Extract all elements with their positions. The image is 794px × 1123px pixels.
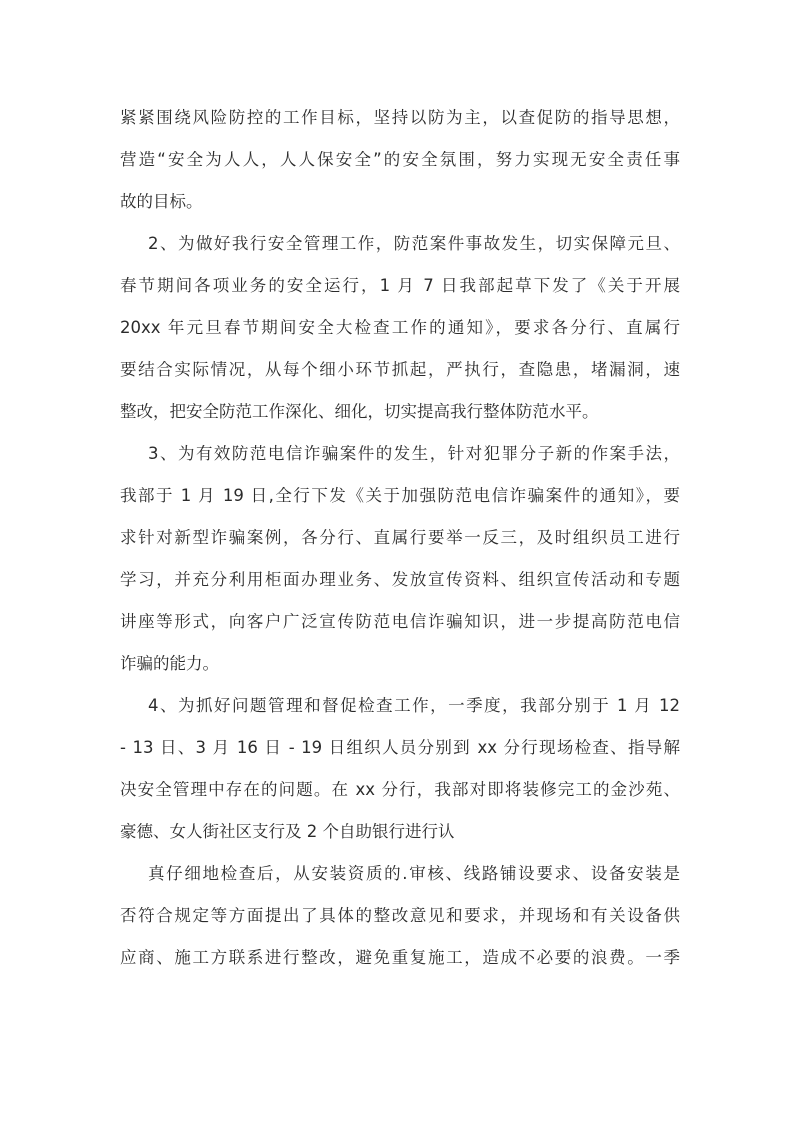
text-line: 营造“安全为人人，人人保安全”的安全氛围，努力实现无安全责任事 xyxy=(120,150,680,169)
text-line: 豪德、女人街社区支行及 2 个自助银行进行认 xyxy=(120,822,455,841)
text-line: 2、为做好我行安全管理工作，防范案件事故发生，切实保障元旦、 xyxy=(148,234,680,253)
text-line: 诈骗的能力。 xyxy=(120,654,219,673)
text-line: 应商、施工方联系进行整改，避免重复施工，造成不必要的浪费。一季 xyxy=(120,948,680,967)
text-line: 我部于 1 月 19 日,全行下发《关于加强防范电信诈骗案件的通知》，要 xyxy=(120,486,680,505)
text-line: 求针对新型诈骗案例，各分行、直属行要举一反三，及时组织员工进行 xyxy=(120,528,680,547)
text-line: 整改，把安全防范工作深化、细化，切实提高我行整体防范水平。 xyxy=(120,402,599,421)
text-line: 学习，并充分利用柜面办理业务、发放宣传资料、组织宣传活动和专题 xyxy=(120,570,680,589)
text-line: 故的目标。 xyxy=(120,192,203,211)
text-line: 决安全管理中存在的问题。在 xx 分行，我部对即将装修完工的金沙苑、 xyxy=(120,780,680,799)
text-line: 20xx 年元旦春节期间安全大检查工作的通知》，要求各分行、直属行 xyxy=(120,318,680,337)
text-line: 讲座等形式，向客户广泛宣传防范电信诈骗知识，进一步提高防范电信 xyxy=(120,612,680,631)
text-line: 紧紧围绕风险防控的工作目标，坚持以防为主，以查促防的指导思想， xyxy=(120,108,680,127)
text-line: 4、为抓好问题管理和督促检查工作，一季度，我部分别于 1 月 12 xyxy=(148,696,680,715)
text-line: 3、为有效防范电信诈骗案件的发生，针对犯罪分子新的作案手法， xyxy=(148,444,680,463)
text-line: 真仔细地检查后，从安装资质的.审核、线路铺设要求、设备安装是 xyxy=(148,864,680,883)
text-line: 否符合规定等方面提出了具体的整改意见和要求，并现场和有关设备供 xyxy=(120,906,680,925)
text-line: 春节期间各项业务的安全运行，1 月 7 日我部起草下发了《关于开展 xyxy=(120,276,680,295)
text-line: - 13 日、3 月 16 日 - 19 日组织人员分别到 xx 分行现场检查、指导解 xyxy=(120,738,680,757)
text-line: 要结合实际情况，从每个细小环节抓起，严执行，查隐患，堵漏洞，速 xyxy=(120,360,680,379)
